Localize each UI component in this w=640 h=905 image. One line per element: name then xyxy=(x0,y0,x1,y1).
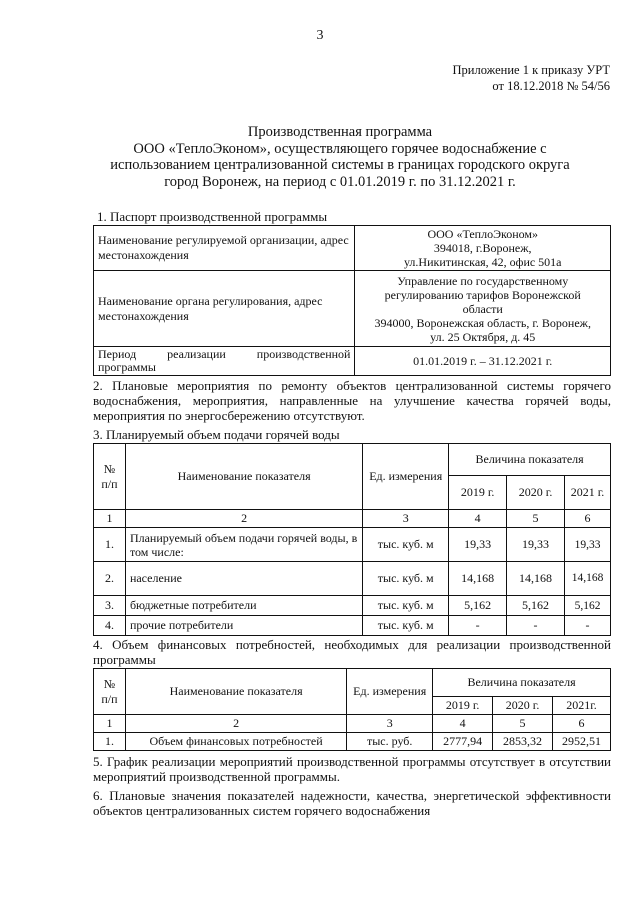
title-line-4: город Воронеж, на период с 01.01.2019 г. по 31.12.2021 г. xyxy=(164,173,516,190)
table-row xyxy=(94,733,611,751)
row-name: Объем финансовых потребностей xyxy=(125,733,346,751)
section-6-text: 6. Плановые значения показателей надежности, качества, энергетической эффективности объектов централизованных систем горячего водоснабжения xyxy=(93,788,611,818)
passport-value xyxy=(355,271,611,347)
row-unit: тыс. руб. xyxy=(347,733,433,751)
title-line-3: использованием централизованной системы в границах городского округа xyxy=(110,157,570,173)
row-unit: тыс. куб. м xyxy=(363,528,449,562)
index-cell: 3 xyxy=(363,510,449,528)
page-number: 3 xyxy=(316,28,324,43)
table-row xyxy=(94,596,611,616)
row-num: 2. xyxy=(94,562,126,596)
row-value-2021: 5,162 xyxy=(565,596,611,616)
row-value-2021: 14,168 xyxy=(565,562,611,596)
row-name: прочие потребители xyxy=(125,616,362,636)
row-value-2021: 2952,51 xyxy=(553,733,611,751)
section-1-heading: 1. Паспорт производственной программы xyxy=(97,209,328,224)
section-4-heading: 4. Объем финансовых потребностей, необходимых для реализации производственной программы xyxy=(93,637,611,667)
value-line: ООО «ТеплоЭконом» xyxy=(427,227,539,241)
header-row xyxy=(94,669,611,697)
value-line: регулированию тарифов Воронежской xyxy=(384,287,581,302)
table-row xyxy=(94,616,611,636)
index-cell: 3 xyxy=(347,715,433,733)
value-line: ул. 25 Октября, д. 45 xyxy=(430,329,536,344)
year-header: 2019 г. xyxy=(433,697,493,715)
index-cell: 1 xyxy=(94,715,126,733)
passport-value: 01.01.2019 г. – 31.12.2021 г. xyxy=(355,347,611,376)
header-row xyxy=(94,444,611,476)
year-header: 2020 г. xyxy=(507,476,565,510)
row-value-2020: 14,168 xyxy=(507,562,565,596)
value-line: 394018, г.Воронеж, xyxy=(433,241,532,255)
row-value-2019: 14,168 xyxy=(449,562,507,596)
row-name: бюджетные потребители xyxy=(125,596,362,616)
value-line: области xyxy=(462,301,503,316)
section-5-text: 5. График реализации мероприятий производственной программы отсутствует в отсутствии мероприятий производственной программы. xyxy=(93,754,611,784)
row-value-2019: - xyxy=(449,616,507,636)
index-cell: 5 xyxy=(493,715,553,733)
index-cell: 6 xyxy=(565,510,611,528)
row-num: 3. xyxy=(94,596,126,616)
passport-label: Наименование органа регулирования, адрес местонахождения xyxy=(94,271,355,347)
passport-table xyxy=(93,225,611,376)
passport-row xyxy=(94,347,611,376)
title-line-2: ООО «ТеплоЭконом», осуществляющего горячее водоснабжение с xyxy=(133,140,547,157)
row-value-2019: 19,33 xyxy=(449,528,507,562)
row-value-2020: 5,162 xyxy=(507,596,565,616)
row-value-2020: 19,33 xyxy=(507,528,565,562)
row-value-2019: 5,162 xyxy=(449,596,507,616)
table-row xyxy=(94,562,611,596)
passport-value xyxy=(355,226,611,271)
row-value-2021: - xyxy=(565,616,611,636)
col-num-header: № п/п xyxy=(94,669,126,715)
passport-label: Период реализации производственной программы xyxy=(94,347,355,376)
appendix-line-2: от 18.12.2018 № 54/56 xyxy=(492,79,610,93)
row-name: Планируемый объем подачи горячей воды, в том числе: xyxy=(125,528,362,562)
index-cell: 4 xyxy=(449,510,507,528)
title-line-1: Производственная программа xyxy=(247,124,433,140)
passport-label: Наименование регулируемой организации, адрес местонахождения xyxy=(94,226,355,271)
col-name-header: Наименование показателя xyxy=(125,444,362,510)
document-title xyxy=(60,124,620,190)
row-unit: тыс. куб. м xyxy=(363,562,449,596)
col-unit-header: Ед. измерения xyxy=(363,444,449,510)
row-num: 4. xyxy=(94,616,126,636)
year-header: 2021г. xyxy=(553,697,611,715)
passport-row xyxy=(94,226,611,271)
finance-table xyxy=(93,668,611,751)
appendix-reference xyxy=(453,62,611,94)
col-name-header: Наименование показателя xyxy=(125,669,346,715)
row-value-2020: - xyxy=(507,616,565,636)
index-row xyxy=(94,510,611,528)
value-line: Управление по государственному xyxy=(397,273,569,288)
row-unit: тыс. куб. м xyxy=(363,616,449,636)
year-header: 2021 г. xyxy=(565,476,611,510)
index-cell: 1 xyxy=(94,510,126,528)
row-num: 1. xyxy=(94,528,126,562)
index-cell: 2 xyxy=(125,510,362,528)
index-cell: 6 xyxy=(553,715,611,733)
index-row xyxy=(94,715,611,733)
row-value-2019: 2777,94 xyxy=(433,733,493,751)
year-header: 2020 г. xyxy=(493,697,553,715)
year-header: 2019 г. xyxy=(449,476,507,510)
col-num-header: № п/п xyxy=(94,444,126,510)
index-cell: 4 xyxy=(433,715,493,733)
row-num: 1. xyxy=(94,733,126,751)
water-volume-table xyxy=(93,443,611,636)
value-line: ул.Никитинская, 42, офис 501а xyxy=(403,255,562,269)
col-value-header: Величина показателя xyxy=(449,444,611,476)
row-name: население xyxy=(125,562,362,596)
table-row xyxy=(94,528,611,562)
appendix-line-1: Приложение 1 к приказу УРТ xyxy=(452,63,610,77)
col-value-header: Величина показателя xyxy=(433,669,611,697)
index-cell: 2 xyxy=(125,715,346,733)
col-unit-header: Ед. измерения xyxy=(347,669,433,715)
passport-row xyxy=(94,271,611,347)
value-line: 394000, Воронежская область, г. Воронеж, xyxy=(374,315,591,330)
row-value-2021: 19,33 xyxy=(565,528,611,562)
row-value-2020: 2853,32 xyxy=(493,733,553,751)
section-2-text: 2. Плановые мероприятия по ремонту объектов централизованной системы горячего водоснабжения, мероприятия, направленные на улучшение качества горячей воды, мероприятия по энергосбережению отсутствуют. xyxy=(93,378,611,423)
row-unit: тыс. куб. м xyxy=(363,596,449,616)
index-cell: 5 xyxy=(507,510,565,528)
section-3-heading: 3. Планируемый объем подачи горячей воды xyxy=(93,427,340,442)
